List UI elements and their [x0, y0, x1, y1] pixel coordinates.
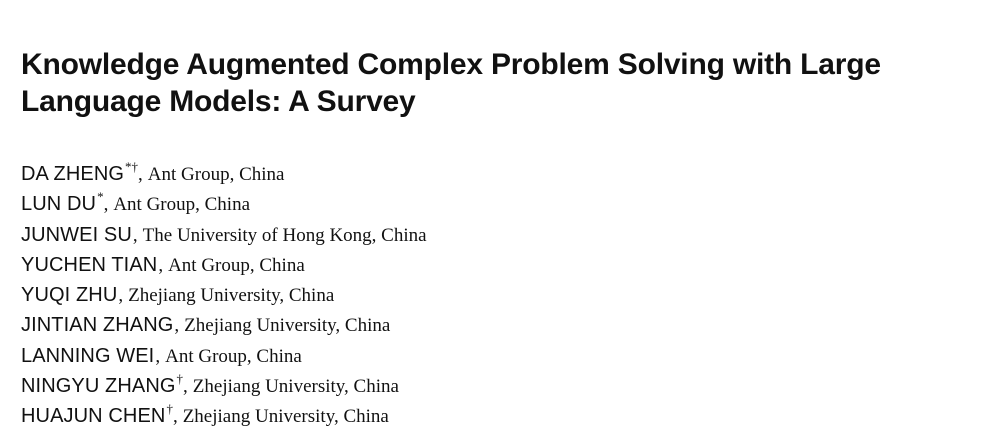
author-name: YUQI ZHU — [21, 284, 118, 307]
author-footnote-marks: † — [166, 401, 173, 417]
author-entry: JUNWEI SU, The University of Hong Kong, China — [21, 223, 427, 246]
author-affiliation: The University of Hong Kong, China — [142, 224, 427, 246]
author-entry: LUN DU*, Ant Group, China — [21, 189, 250, 216]
author-name: JINTIAN ZHANG — [21, 314, 174, 337]
author-entry: LANNING WEI, Ant Group, China — [21, 344, 302, 367]
author-name: NINGYU ZHANG — [21, 375, 176, 398]
author-name: DA ZHENG — [21, 163, 125, 185]
author-affiliation: Ant Group, China — [165, 345, 302, 367]
author-entry: NINGYU ZHANG†, Zhejiang University, China — [21, 371, 399, 398]
author-entry: YUQI ZHU, Zhejiang University, China — [21, 284, 335, 307]
paper-header — [21, 46, 981, 441]
author-name: LANNING WEI — [21, 344, 155, 367]
author-affiliation: Ant Group, China — [168, 254, 305, 276]
author-affiliation: Zhejiang University, China — [128, 285, 335, 307]
author-name: LUN DU — [21, 193, 97, 216]
author-list — [21, 152, 981, 428]
author-entry: DA ZHENG*†, Ant Group, China — [21, 159, 285, 185]
paper-title: Knowledge Augmented Complex Problem Solving with Large Language Models: A Survey — [21, 48, 881, 118]
author-name: YUCHEN TIAN — [21, 253, 158, 276]
author-affiliation: Zhejiang University, China — [182, 406, 389, 428]
author-footnote-marks: *† — [125, 159, 139, 174]
author-affiliation: Ant Group, China — [113, 194, 250, 216]
author-affiliation: Ant Group, China — [147, 164, 285, 185]
author-name: HUAJUN CHEN — [21, 405, 166, 428]
author-name: JUNWEI SU — [21, 223, 132, 246]
author-entry: JINTIAN ZHANG, Zhejiang University, China — [21, 314, 391, 337]
author-footnote-marks: † — [176, 371, 184, 387]
author-entry: HUAJUN CHEN†, Zhejiang University, China — [21, 401, 389, 428]
author-entry: YUCHEN TIAN, Ant Group, China — [21, 253, 305, 276]
author-footnote-marks: * — [97, 189, 104, 205]
author-affiliation: Zhejiang University, China — [192, 376, 399, 398]
author-affiliation: Zhejiang University, China — [184, 315, 391, 337]
